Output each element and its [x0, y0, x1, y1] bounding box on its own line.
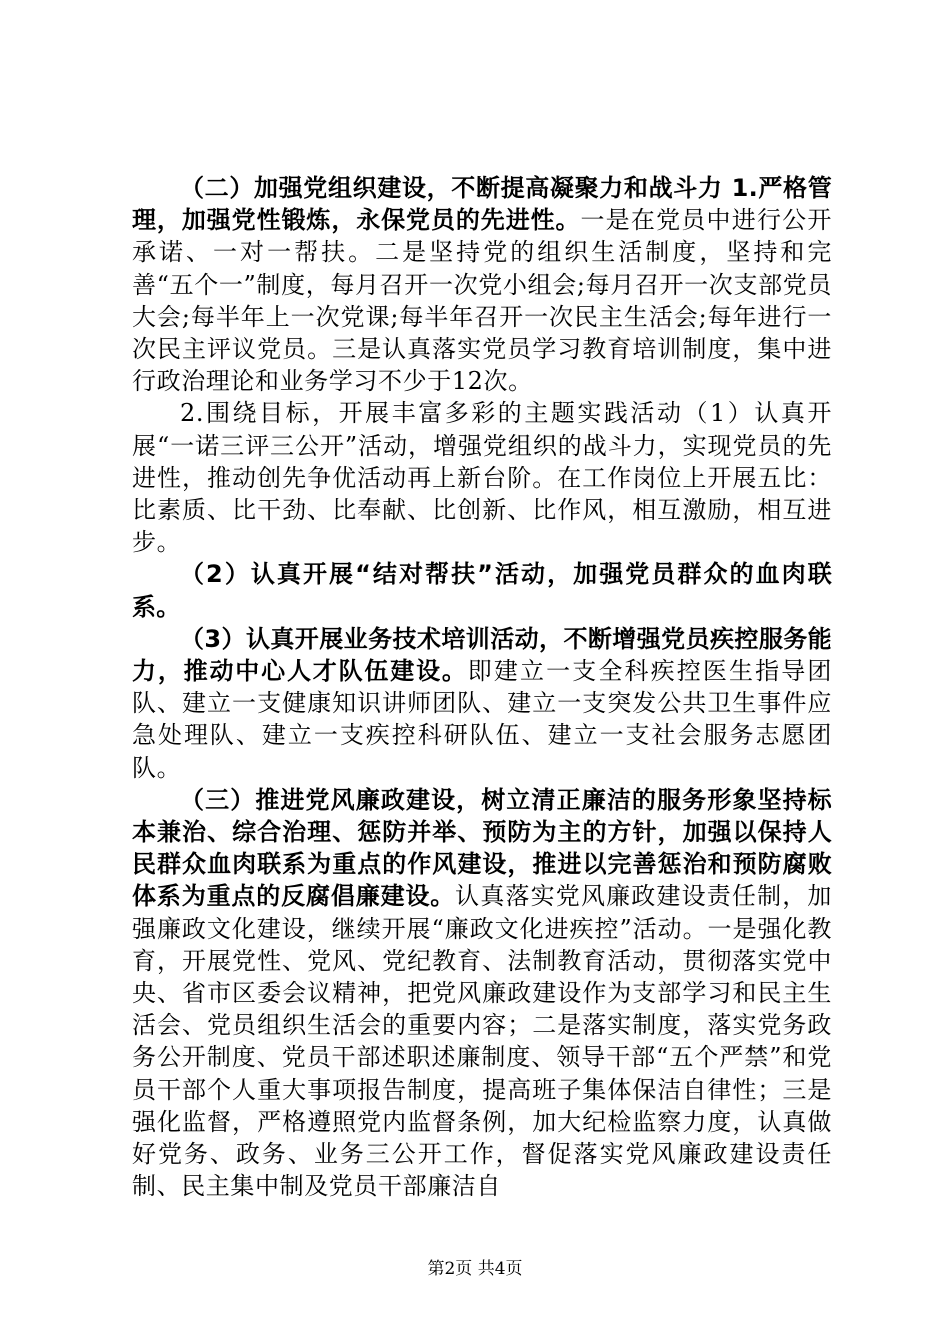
paragraph-2-text: 2.围绕目标，开展丰富多彩的主题实践活动（1）认真开展“一诺三评三公开”活动，增强党组织的战斗力，实现党员的先进性，推动创先争优活动再上新台阶。在工作岗位上开展五比：比素质、比干劲、比奉献、比创新、比作风，相互激励，相互进步。 — [132, 399, 832, 557]
paragraph-3 — [132, 558, 832, 622]
paragraph-4-text: 即建立一支全科疾控医生指导团队、建立一支健康知识讲师团队、建立一支突发公共卫生事件应急处理队、建立一支疾控科研队伍、建立一支社会服务志愿团队。 — [132, 657, 832, 782]
paragraph-4 — [132, 623, 832, 784]
paragraph-5-text: 认真落实党风廉政建设责任制，加强廉政文化建设，继续开展“廉政文化进疾控”活动。一是强化教育，开展党性、党风、党纪教育、法制教育活动，贯彻落实党中央、省市区委会议精神，把党风廉政建设作为支部学习和民主生活会、党员组织生活会的重要内容；二是落实制度，落实党务政务公开制度、党员干部述职述廉制度、领导干部“五个严禁”和党员干部个人重大事项报告制度，提高班子集体保洁自律性；三是强化监督，严格遵照党内监督条例，加大纪检监察力度，认真做好党务、政务、业务三公开工作，督促落实党风廉政建设责任制、民主集中制及党员干部廉洁自 — [132, 882, 832, 1201]
paragraph-1 — [132, 172, 832, 397]
paragraph-5-heading: （三）推进党风廉政建设，树立清正廉洁的服务形象坚持标本兼治、综合治理、惩防并举、预防为主的方针，加强以保持人民群众血肉联系为重点的作风建设，推进以完善惩治和预防腐败体系为重点的反腐倡廉建设。 — [132, 785, 832, 911]
paragraph-4-heading: （3）认真开展业务技术培训活动，不断增强党员疾控服务能力，推动中心人才队伍建设。 — [132, 624, 832, 686]
paragraph-1-text: 一是在党员中进行公开承诺、一对一帮扶。二是坚持党的组织生活制度，坚持和完善“五个一”制度，每月召开一次党小组会;每月召开一次支部党员大会;每半年上一次党课;每半年召开一次民主生活会;每年进行一次民主评议党员。三是认真落实党员学习教育培训制度，集中进行政治理论和业务学习不少于12次。 — [132, 206, 832, 396]
paragraph-1-heading: （二）加强党组织建设，不断提高凝聚力和战斗力 1.严格管理，加强党性锻炼，永保党员的先进性。 — [132, 174, 832, 235]
paragraph-2 — [132, 397, 832, 558]
page-number-footer: 第2页 共4页 — [427, 1259, 523, 1279]
paragraph-3-heading: （2）认真开展“结对帮扶”活动，加强党员群众的血肉联系。 — [132, 560, 832, 621]
document-body — [132, 172, 832, 1203]
paragraph-5 — [132, 784, 832, 1203]
